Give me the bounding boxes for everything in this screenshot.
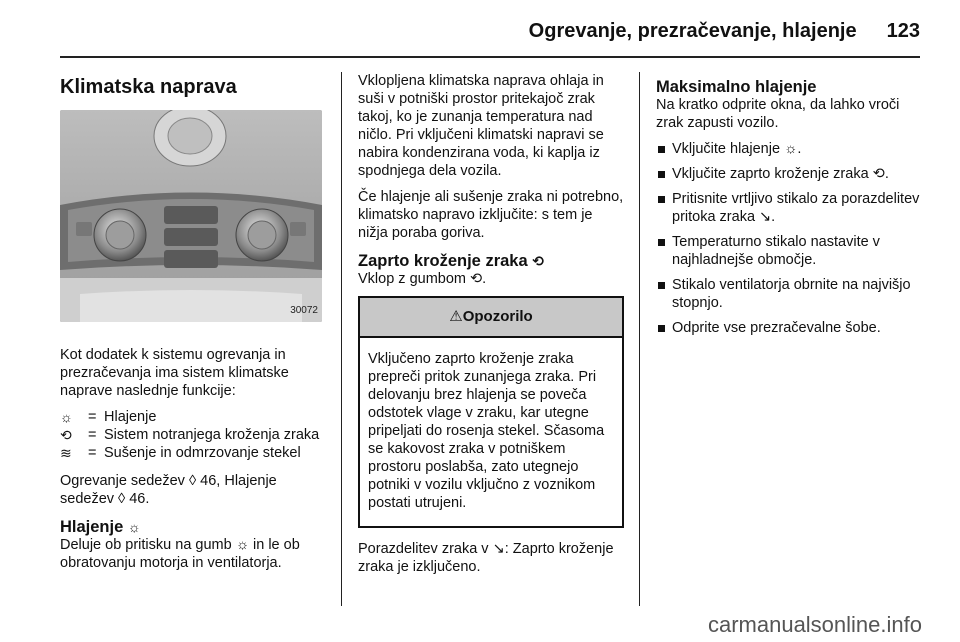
page-number: 123	[886, 19, 920, 42]
list-item: Temperaturno stikalo nastavite v najhladnejše območje.	[656, 233, 922, 269]
warning-title: ⚠Opozorilo	[360, 298, 622, 338]
watermark: carmanualsonline.info	[707, 612, 922, 637]
column-right	[656, 72, 922, 344]
warning-text: Vključeno zaprto kroženje zraka prepreči pritok zunanjega zraka. Pri delovanju brez hlajenja se poveča odstotek vlage v zraku, kar utegne pripeljati do rosenja stekel. Sčasoma se kakovost zraka v potniškem prostoru poslabša, zato utegnejo potniki v vozilu vključno z voznikom postati utrujeni.	[368, 351, 605, 511]
climate-panel-illustration	[60, 110, 322, 322]
snowflake-icon: ☼	[127, 519, 141, 535]
intro-paragraph: Kot dodatek k sistemu ogrevanja in prezračevanja ima sistem klimatske naprave naslednje funkcije:	[60, 347, 289, 399]
page-header	[60, 14, 920, 48]
column-middle	[358, 72, 624, 584]
max-cooling-heading: Maksimalno hlajenje	[656, 78, 817, 96]
max-cooling-steps	[656, 140, 922, 337]
ac-off-advice: Če hlajenje ali sušenje zraka ni potrebno, klimatsko napravo izključite: s tem je nižja poraba goriva.	[358, 189, 624, 241]
list-item: Pritisnite vrtljivo stikalo za porazdelitev pritoka zraka ↘.	[656, 190, 922, 226]
header-rule	[60, 56, 920, 58]
cooling-text: Deluje ob pritisku na gumb ☼ in le ob obratovanju motorja in ventilatorja.	[60, 537, 300, 571]
page-title: Ogrevanje, prezračevanje, hlajenje	[528, 19, 857, 42]
recirculation-icon: ⟲	[532, 253, 544, 269]
recirculation-icon: ⟲	[60, 427, 72, 443]
column-divider	[341, 72, 342, 606]
function-legend	[60, 408, 326, 462]
seats-reference: Ogrevanje sedežev ◊ 46, Hlajenje sedežev ◊ 46.	[60, 473, 277, 507]
ac-description: Vklopljena klimatska naprava ohlaja in suši v potniški prostor pritekajoč zrak takoj, ko je zunanja temperatura nad ničlo. Pri vključeni klimatski napravi se nabira kondenzirana voda, ki kaplja iz spodnjega dela vozila.	[358, 73, 604, 179]
list-item: Vključite zaprto kroženje zraka ⟲.	[656, 165, 922, 183]
legend-row-cooling: ☼ = Hlajenje	[60, 409, 157, 425]
snowflake-icon: ☼	[60, 409, 73, 425]
list-item: Vključite hlajenje ☼.	[656, 140, 922, 158]
climate-panel-photo	[60, 110, 322, 322]
list-item: Stikalo ventilatorja obrnite na najvišjo stopnjo.	[656, 276, 922, 312]
legend-row-recirculation: ⟲ = Sistem notranjega kroženja zraka	[60, 427, 320, 443]
defrost-icon: ≋	[60, 445, 72, 461]
legend-row-defrost: ≋ = Sušenje in odmrzovanje stekel	[60, 445, 301, 461]
recirculation-text: Vklop z gumbom ⟲.	[358, 271, 487, 287]
cooling-heading: Hlajenje ☼	[60, 518, 141, 536]
recirculation-heading: Zaprto kroženje zraka ⟲	[358, 252, 544, 270]
section-title: Klimatska naprava	[60, 76, 237, 98]
distribution-text: Porazdelitev zraka v ↘: Zaprto kroženje zraka je izključeno.	[358, 541, 614, 575]
list-item: Odprite vse prezračevalne šobe.	[656, 319, 922, 337]
photo-number: 30072	[290, 305, 318, 316]
warning-box	[358, 296, 624, 528]
column-divider	[639, 72, 640, 606]
column-left	[60, 72, 326, 580]
max-cooling-intro: Na kratko odprite okna, da lahko vroči zrak zapusti vozilo.	[656, 97, 900, 131]
